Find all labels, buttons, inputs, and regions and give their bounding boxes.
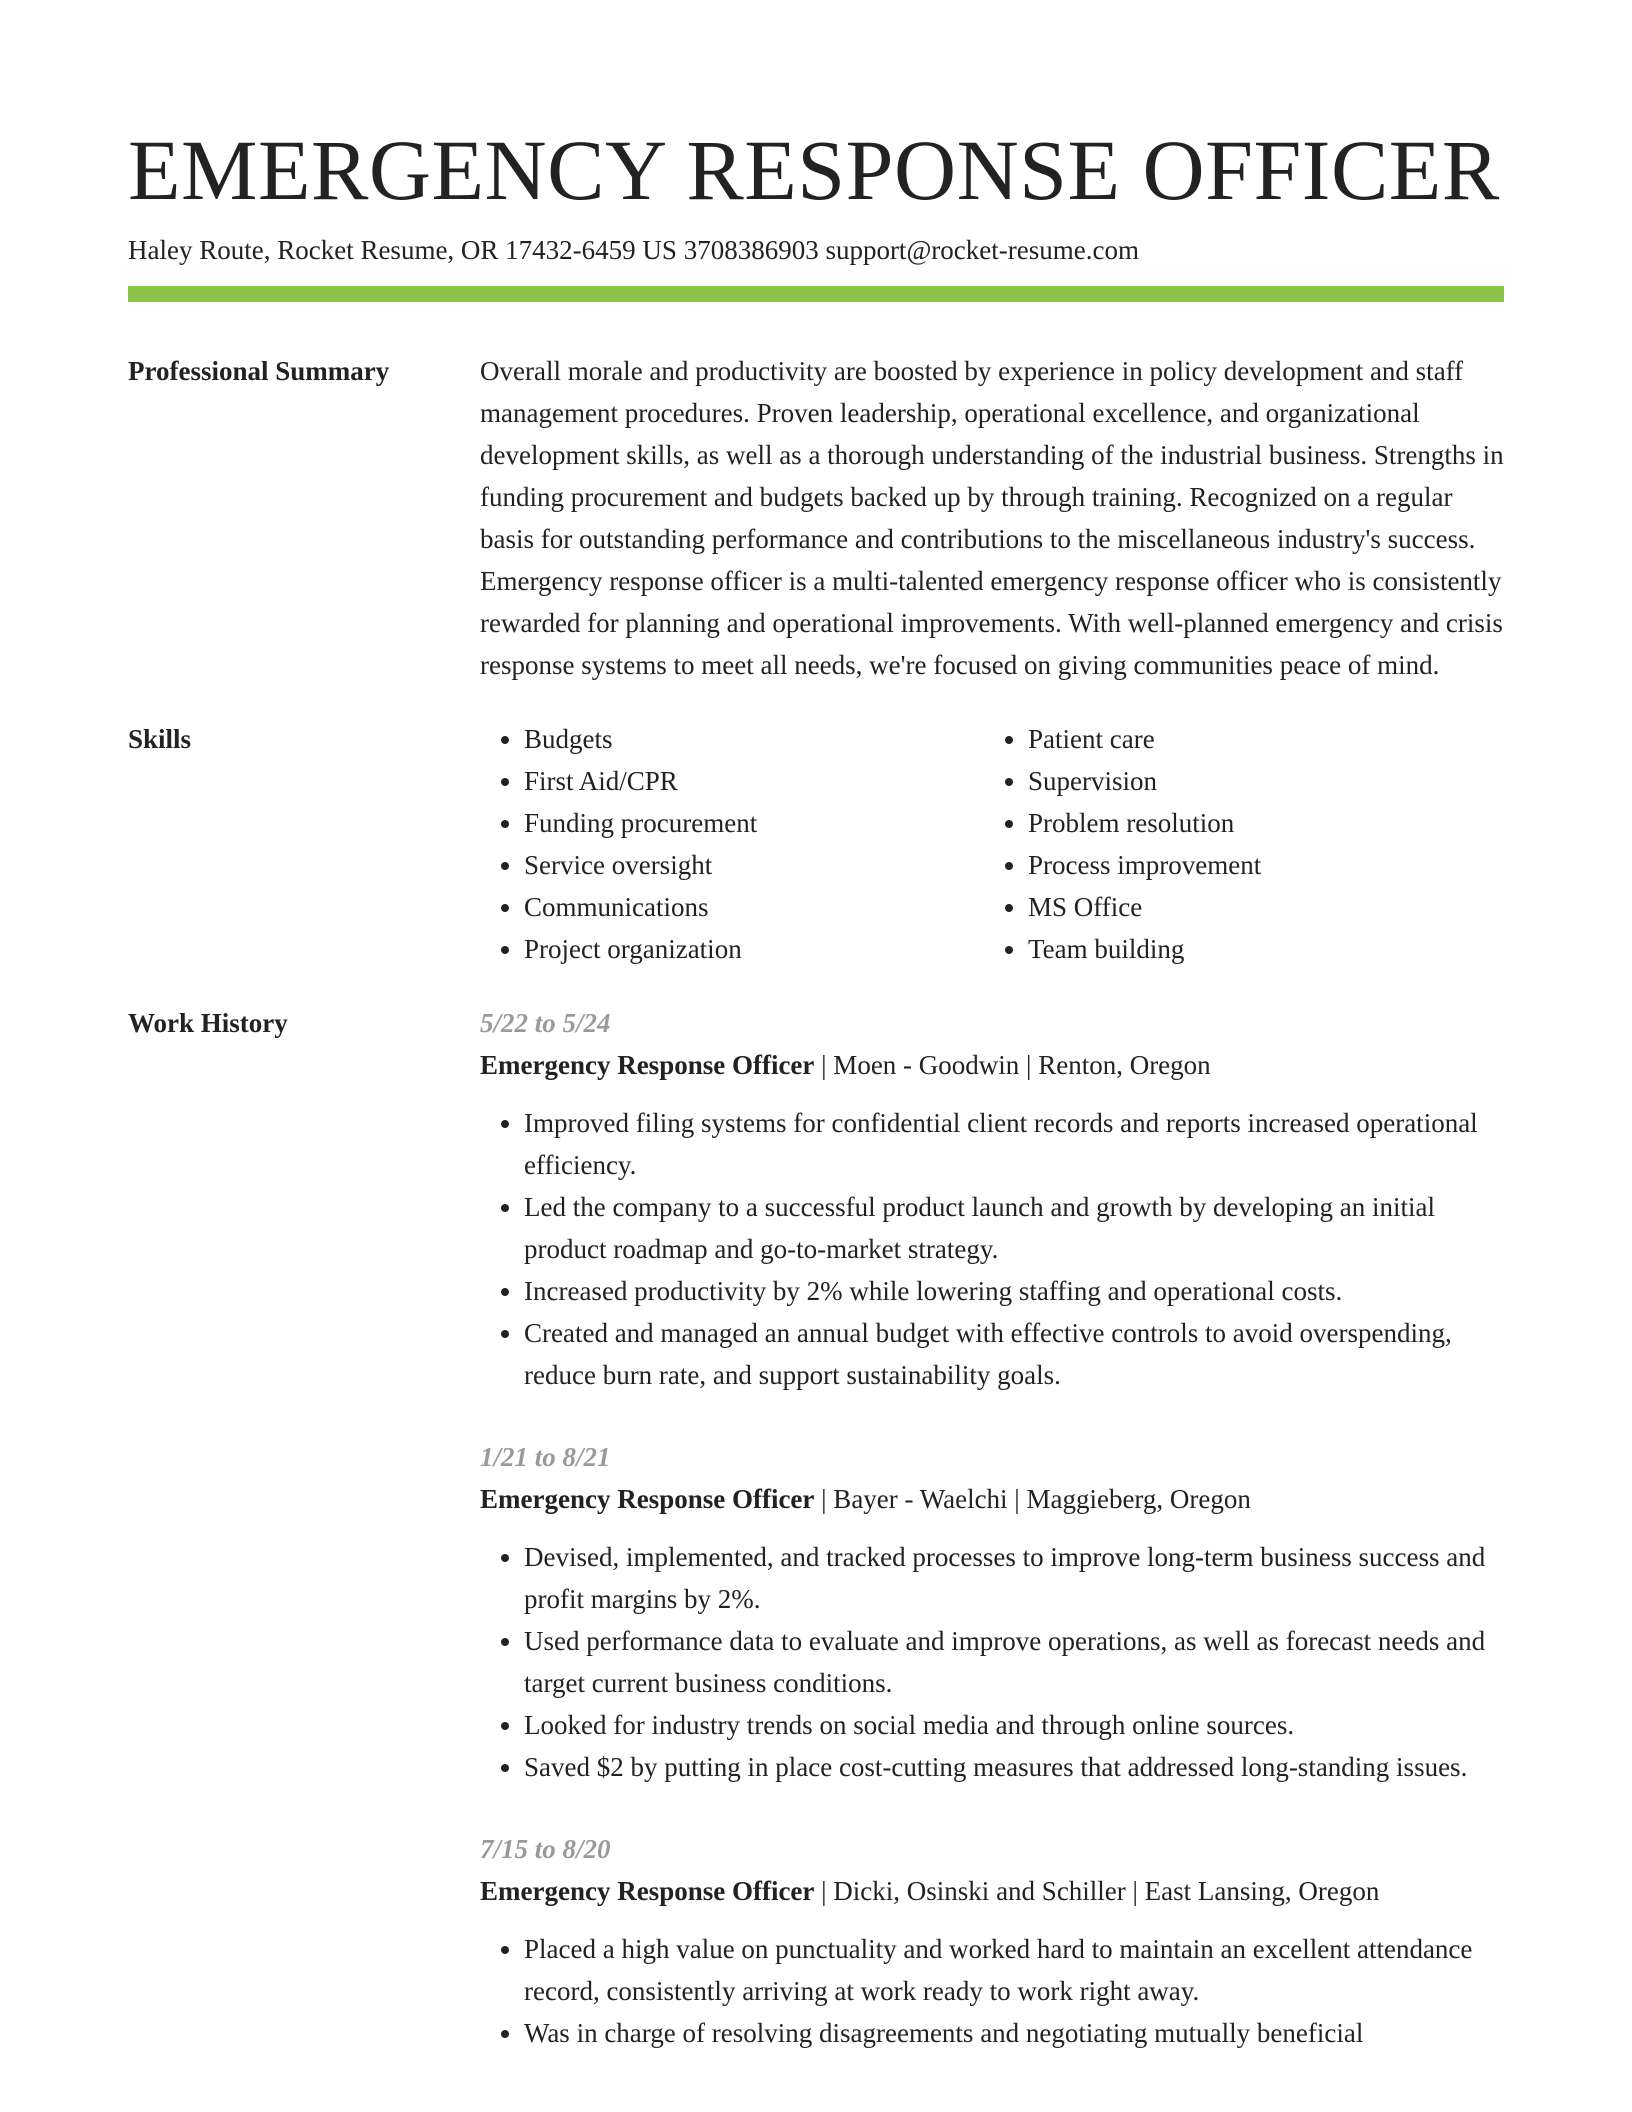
header-rule [128, 286, 1504, 302]
job-employer-location: | Bayer - Waelchi | Maggieberg, Oregon [814, 1484, 1251, 1514]
skill-item: • Supervision [1028, 760, 1488, 802]
job-entry [480, 1828, 1504, 2054]
job-employer-location: | Dicki, Osinski and Schiller | East Lansing, Oregon [814, 1876, 1380, 1906]
job-title: Emergency Response Officer [480, 1050, 815, 1080]
skills-section [128, 718, 1504, 970]
job-bullet: • Was in charge of resolving disagreements and negotiating mutually beneficial [524, 2012, 1504, 2054]
job-dates: 5/22 to 5/24 [480, 1008, 611, 1038]
job-bullet: • Improved filing systems for confidential client records and reports increased operational efficiency. [524, 1102, 1504, 1186]
job-header [480, 1044, 1504, 1086]
job-bullet: • Saved $2 by putting in place cost-cutting measures that addressed long-standing issues. [524, 1746, 1504, 1788]
summary-section [128, 350, 1504, 686]
job-dates: 7/15 to 8/20 [480, 1834, 611, 1864]
skill-item: • MS Office [1028, 886, 1488, 928]
skill-item: • Problem resolution [1028, 802, 1488, 844]
job-bullets [480, 1102, 1504, 1396]
job-employer-location: | Moen - Goodwin | Renton, Oregon [814, 1050, 1211, 1080]
skill-item: • Budgets [524, 718, 984, 760]
skill-item: • Project organization [524, 928, 984, 970]
job-bullet: • Devised, implemented, and tracked processes to improve long-term business success and profit margins by 2%. [524, 1536, 1504, 1620]
job-bullet: • Created and managed an annual budget with effective controls to avoid overspending, reduce burn rate, and support sustainability goals. [524, 1312, 1504, 1396]
job-bullet: • Led the company to a successful product launch and growth by developing an initial product roadmap and go-to-market strategy. [524, 1186, 1504, 1270]
job-bullet: • Used performance data to evaluate and improve operations, as well as forecast needs and target current business conditions. [524, 1620, 1504, 1704]
job-header [480, 1478, 1504, 1520]
skill-item: • Team building [1028, 928, 1488, 970]
skills-list-right [984, 718, 1488, 970]
skill-item: • Communications [524, 886, 984, 928]
job-bullets [480, 1536, 1504, 1788]
job-header [480, 1870, 1504, 1912]
job-title: Emergency Response Officer [480, 1484, 815, 1514]
resume-page [128, 118, 1504, 2094]
job-title: Emergency Response Officer [480, 1876, 815, 1906]
skill-item: • First Aid/CPR [524, 760, 984, 802]
job-dates: 1/21 to 8/21 [480, 1442, 611, 1472]
resume-name: EMERGENCY RESPONSE OFFICER [128, 122, 1500, 218]
contact-line: Haley Route, Rocket Resume, OR 17432-6459 US 3708386903 support@rocket-resume.com [128, 235, 1139, 265]
job-bullets [480, 1928, 1504, 2054]
skills-list-left [480, 718, 984, 970]
job-entry [480, 1002, 1504, 1396]
skill-item: • Funding procurement [524, 802, 984, 844]
skills-label: Skills [128, 724, 192, 754]
skill-item: • Patient care [1028, 718, 1488, 760]
work-history-list [480, 1002, 1504, 2094]
skill-item: • Service oversight [524, 844, 984, 886]
job-bullet: • Increased productivity by 2% while lowering staffing and operational costs. [524, 1270, 1504, 1312]
skills-columns [480, 718, 1504, 970]
work-section [128, 1002, 1504, 2094]
job-bullet: • Placed a high value on punctuality and worked hard to maintain an excellent attendance record, consistently arriving at work ready to work right away. [524, 1928, 1504, 2012]
work-label: Work History [128, 1008, 288, 1038]
job-bullet: • Looked for industry trends on social media and through online sources. [524, 1704, 1504, 1746]
skill-item: • Process improvement [1028, 844, 1488, 886]
summary-text: Overall morale and productivity are boosted by experience in policy development and staff management procedures. Proven leadership, operational excellence, and organizational development skills, as well as a thorough understanding of the industrial business. Strengths in funding procurement and budgets backed up by through training. Recognized on a regular basis for outstanding performance and contributions to the miscellaneous industry's success. Emergency response officer is a multi-talented emergency response officer who is consistently rewarded for planning and operational improvements. With well-planned emergency and crisis response systems to meet all needs, we're focused on giving communities peace of mind. [480, 356, 1504, 680]
job-entry [480, 1436, 1504, 1788]
summary-label: Professional Summary [128, 356, 390, 386]
